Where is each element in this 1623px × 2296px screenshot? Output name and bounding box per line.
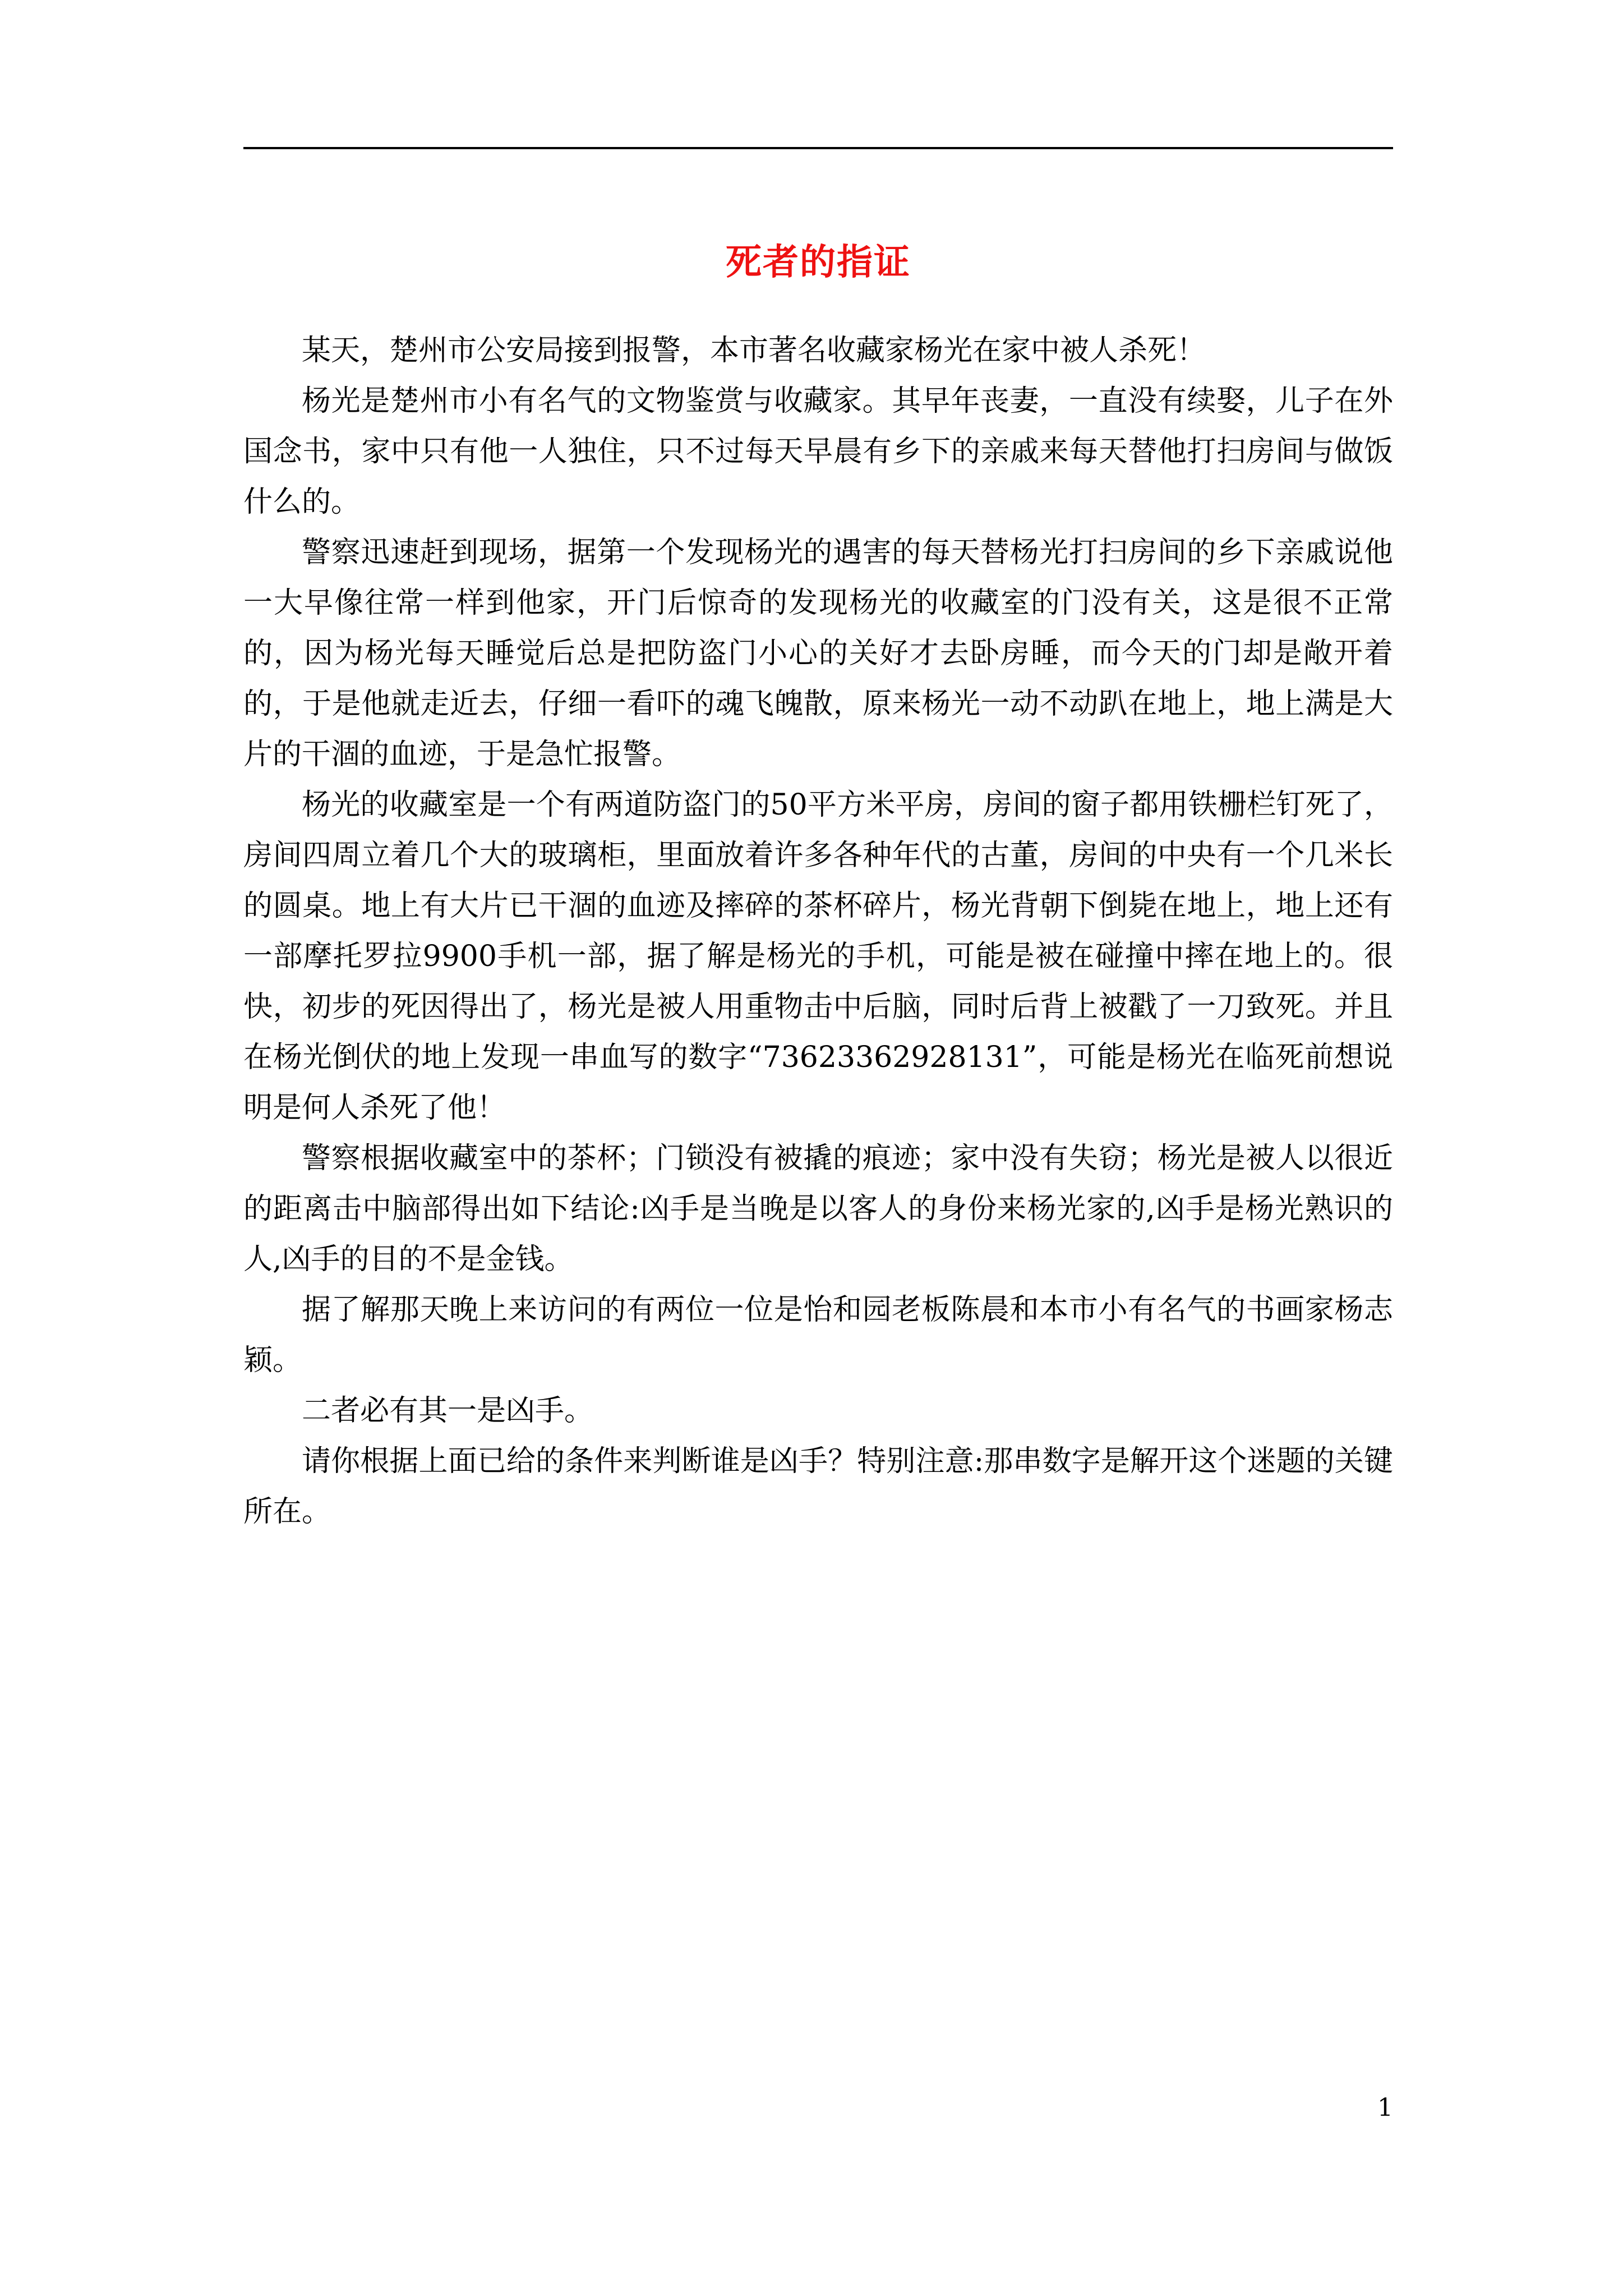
paragraph-1: 某天，楚州市公安局接到报警，本市著名收藏家杨光在家中被人杀死！ [302, 334, 1206, 367]
paragraph-8: 请你根据上面已给的条件来判断谁是凶手？特别注意:那串数字是解开这个迷题的关键所在。 [243, 1444, 1393, 1529]
paragraph-7: 二者必有其一是凶手。 [302, 1394, 594, 1428]
document-body [243, 325, 1393, 1537]
paragraph-4: 杨光的收藏室是一个有两道防盗门的50平方米平房，房间的窗子都用铁栅栏钉死了，房间四周立着几个大的玻璃柜，里面放着许多各种年代的古董，房间的中央有一个几米长的圆桌。地上有大片已干涸的血迹及摔碎的茶杯碎片，杨光背朝下倒毙在地上，地上还有一部摩托罗拉9900手机一部，据了解是杨光的手机，可能是被在碰撞中摔在地上的。很快，初步的死因得出了，杨光是被人用重物击中后脑，同时后背上被戳了一刀致死。并且在杨光倒伏的地上发现一串血写的数字“73623362928131”，可能是杨光在临死前想说明是何人杀死了他！ [243, 788, 1393, 1125]
paragraph-3: 警察迅速赶到现场，据第一个发现杨光的遇害的每天替杨光打扫房间的乡下亲戚说他一大早像往常一样到他家，开门后惊奇的发现杨光的收藏室的门没有关，这是很不正常的，因为杨光每天睡觉后总是把防盗门小心的关好才去卧房睡，而今天的门却是敞开着的，于是他就走近去，仔细一看吓的魂飞魄散，原来杨光一动不动趴在地上，地上满是大片的干涸的血迹，于是急忙报警。 [243, 536, 1393, 771]
page-number: 1 [1377, 2093, 1393, 2122]
header-rule [243, 147, 1393, 149]
paragraph-5: 警察根据收藏室中的茶杯；门锁没有被撬的痕迹；家中没有失窃；杨光是被人以很近的距离击中脑部得出如下结论:凶手是当晚是以客人的身份来杨光家的,凶手是杨光熟识的人,凶手的目的不是金钱。 [243, 1142, 1393, 1276]
document-title: 死者的指证 [726, 241, 911, 283]
paragraph-2: 杨光是楚州市小有名气的文物鉴赏与收藏家。其早年丧妻，一直没有续娶，儿子在外国念书，家中只有他一人独住，只不过每天早晨有乡下的亲戚来每天替他打扫房间与做饭什么的。 [243, 384, 1393, 519]
paragraph-6: 据了解那天晚上来访问的有两位一位是怡和园老板陈晨和本市小有名气的书画家杨志颖。 [243, 1293, 1393, 1377]
